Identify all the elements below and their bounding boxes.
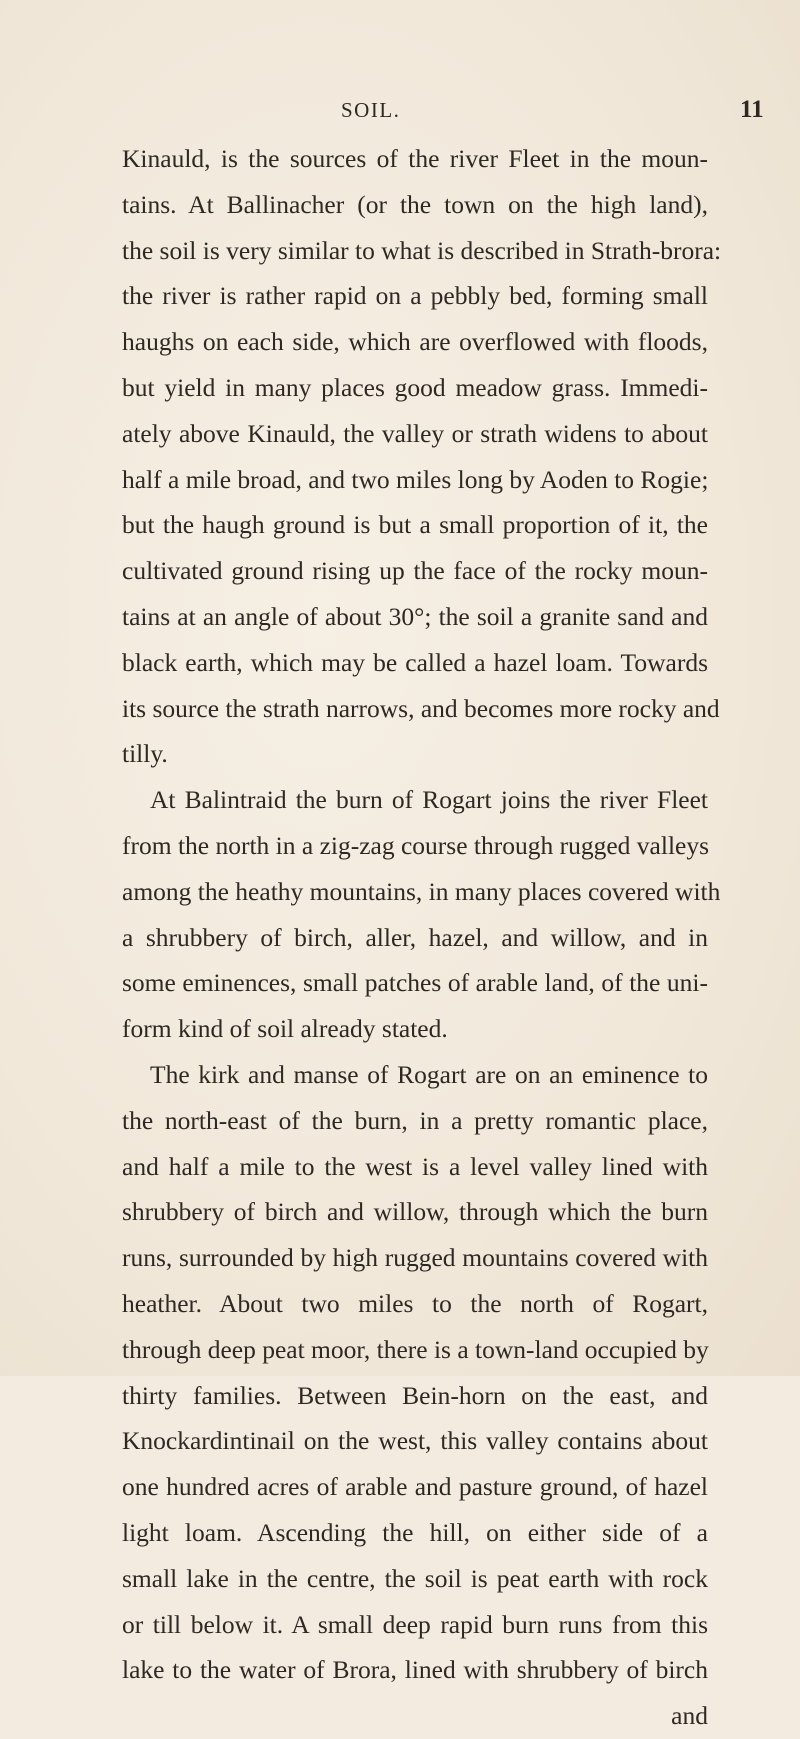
text-line: half a mile broad, and two miles long by Aoden to Rogie; xyxy=(122,464,709,494)
text-line: a shrubbery of birch, aller, hazel, and willow, and in xyxy=(122,922,708,952)
text-line: through deep peat moor, there is a town-land occupied by xyxy=(122,1334,709,1364)
text-line: from the north in a zig-zag course through rugged valleys xyxy=(122,830,710,860)
text-line: lake to the water of Brora, lined with shrubbery of birch xyxy=(122,1655,708,1685)
text-line: form kind of soil already stated. xyxy=(122,1014,448,1044)
text-line: tains. At Ballinacher (or the town on the high land), xyxy=(122,189,708,219)
text-line: thirty families. Between Bein-horn on the east, and xyxy=(122,1380,708,1410)
text-line: but yield in many places good meadow grass. Immedi- xyxy=(122,372,708,402)
text-line: light loam. Ascending the hill, on either side of a xyxy=(122,1517,708,1547)
body-text xyxy=(122,136,722,1739)
text-line: ately above Kinauld, the valley or strath widens to about xyxy=(122,418,708,448)
text-line: black earth, which may be called a hazel loam. Towards xyxy=(122,647,708,677)
text-line: Knockardintinail on the west, this valley contains about xyxy=(122,1426,708,1456)
text-line: tilly. xyxy=(122,739,168,769)
text-line: small lake in the centre, the soil is peat earth with rock xyxy=(122,1563,708,1593)
text-line: heather. About two miles to the north of Rogart, xyxy=(122,1288,708,1318)
text-line: shrubbery of birch and willow, through which the burn xyxy=(122,1197,708,1227)
running-head-title: SOIL. xyxy=(341,98,401,122)
text-line: haughs on each side, which are overflowed with floods, xyxy=(122,327,708,357)
catchword: and xyxy=(671,1701,708,1731)
text-line: one hundred acres of arable and pasture ground, of hazel xyxy=(122,1472,708,1502)
running-head xyxy=(0,96,800,136)
text-line: the river is rather rapid on a pebbly bed, forming small xyxy=(122,281,708,311)
text-line: some eminences, small patches of arable land, of the uni- xyxy=(122,968,708,998)
text-line: or till below it. A small deep rapid burn runs from this xyxy=(122,1609,708,1639)
text-line: tains at an angle of about 30°; the soil a granite sand and xyxy=(122,601,708,631)
text-line: and half a mile to the west is a level valley lined with xyxy=(122,1151,708,1181)
text-line: among the heathy mountains, in many places covered with xyxy=(122,876,721,906)
text-line: runs, surrounded by high rugged mountains covered with xyxy=(122,1243,708,1273)
text-line: Kinauld, is the sources of the river Fleet in the moun- xyxy=(122,144,708,173)
page-number: 11 xyxy=(740,96,764,123)
text-line: but the haugh ground is but a small proportion of it, the xyxy=(122,510,708,540)
text-line: the north-east of the burn, in a pretty romantic place, xyxy=(122,1105,708,1135)
text-line: the soil is very similar to what is described in Strath-brora: xyxy=(122,235,722,265)
paragraph-start-line: At Balintraid the burn of Rogart joins the river Fleet xyxy=(150,785,708,815)
text-line: its source the strath narrows, and becomes more rocky and xyxy=(122,693,720,723)
paragraph-start-line: The kirk and manse of Rogart are on an eminence to xyxy=(150,1059,708,1089)
text-line: cultivated ground rising up the face of the rocky moun- xyxy=(122,556,708,586)
